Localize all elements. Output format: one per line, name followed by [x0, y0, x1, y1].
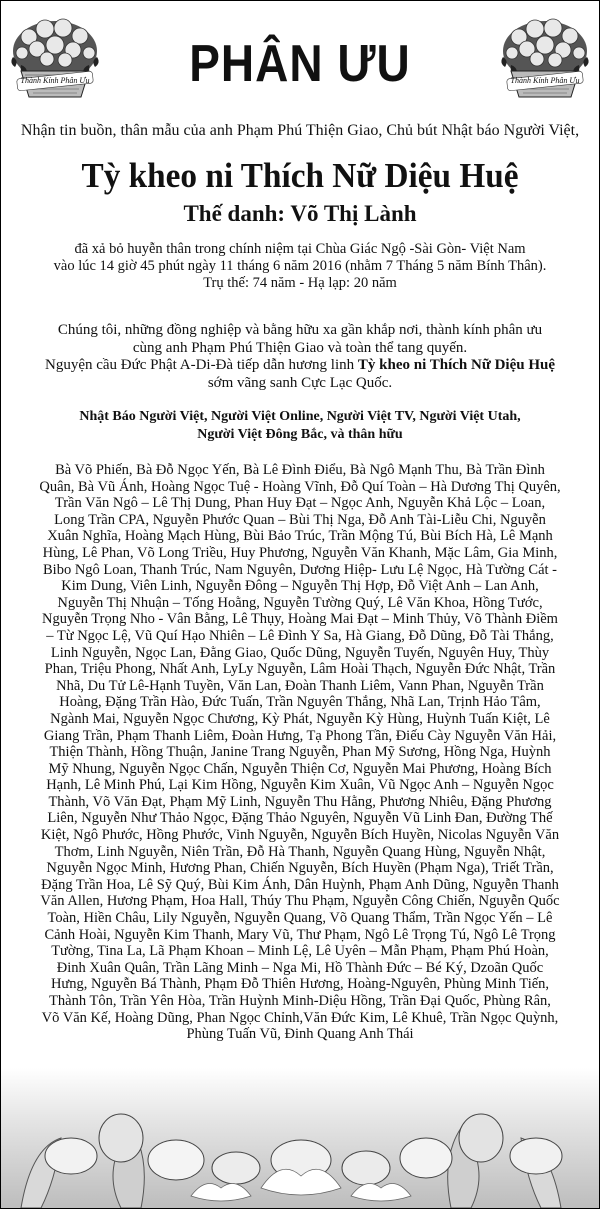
signatory-line: Võ Văn Kế, Hoàng Dũng, Phan Ngọc Chỉnh,Văn Đức Kim, Lê Khuê, Trần Ngọc Quỳnh, [41, 1009, 559, 1026]
signatory-line: Linh Nguyễn, Ngọc Lan, Đằng Giao, Quốc Dũng, Nguyễn Tuyến, Nguyên Huy, Thùy [50, 644, 550, 661]
signatory-line: Quân, Bà Vũ Ánh, Hoàng Ngọc Tuệ - Hoàng Vĩnh, Đỗ Quí Toàn – Hà Dương Thị Quyên, [39, 478, 561, 495]
signatory-line: Toàn, Hiền Châu, Lily Nguyễn, Nguyễn Quang, Võ Quang Thẩm, Trần Ngọc Yến – Lê [47, 910, 553, 927]
signatory-line: Trần Văn Ngô – Lê Thị Dung, Phan Huy Đạt – Ngọc Anh, Nguyễn Khả Lộc – Loan, [54, 495, 546, 512]
signatory-line: Giang Trần, Phạm Thanh Liêm, Đoàn Hưng, Tạ Phong Tần, Điếu Cày Nguyễn Văn Hải, [43, 727, 557, 744]
signatory-line: Kim Dung, Viên Linh, Nguyễn Đông – Nguyễn Thị Hợp, Đỗ Việt Anh – Lan Anh, [61, 578, 539, 595]
condolence-line: sớm vãng sanh Cực Lạc Quốc. [207, 374, 393, 391]
signatory-line: Văn Allen, Hương Phạm, Hoa Hall, Thúy Thu Phạm, Nguyễn Công Chiến, Nguyễn Quốc [40, 893, 560, 910]
signatory-line: Xuân Nghĩa, Hoàng Mạch Hùng, Bùi Bảo Trúc, Trần Mộng Tú, Bùi Bích Hà, Lê Mạnh [47, 528, 553, 545]
signatory-line: Mỹ Nhung, Nguyễn Ngọc Chấn, Nguyễn Thiện Cơ, Nguyễn Mai Phương, Hoàng Bích [48, 760, 552, 777]
details-line: vào lúc 14 giờ 45 phút ngày 11 tháng 6 năm 2016 (nhằm 7 Tháng 5 năm Bính Thân). [53, 258, 547, 274]
signatory-line: Bà Võ Phiến, Bà Đỗ Ngọc Yến, Bà Lê Đình Điểu, Bà Ngô Mạnh Thu, Bà Trần Đình [55, 462, 545, 478]
condolence-line [1, 357, 599, 375]
tulip-flowers-icon [1, 1068, 600, 1208]
signatory-line: Nguyễn Trọng Nho - Vân Bằng, Lê Thụy, Hoàng Mai Đạt – Minh Thủy, Võ Thành Điềm [42, 611, 558, 628]
signatory-line: Đặng Trần Hoa, Lê Sỹ Quý, Bùi Kim Ánh, Dân Huỳnh, Phạm Anh Dũng, Nguyễn Thanh [41, 876, 559, 893]
condolence-line: cùng anh Phạm Phú Thiện Giao và toàn thể tang quyến. [132, 339, 468, 356]
signatory-line: Phùng Tuấn Vũ, Đinh Quang Anh Thái [186, 1026, 414, 1043]
signatory-line: Nguyễn Ngọc Minh, Hương Phan, Chiến Nguyễn, Bích Huyền (Phạm Nga), Triết Trần, [46, 860, 554, 877]
signatory-line: Tường, Tina La, Lã Phạm Khoan – Minh Lệ, Lê Uyên – Mẫn Phạm, Phạm Phú Hoàn, [51, 943, 549, 960]
prayer-name: Tỳ kheo ni Thích Nữ Diệu Huệ [357, 357, 555, 373]
condolence-line: Chúng tôi, những đồng nghiệp và bằng hữu xa gần khắp nơi, thành kính phân ưu [57, 322, 543, 338]
signatory-line: Thành, Võ Văn Đạt, Phạm Mỹ Linh, Nguyễn Thu Hằng, Phương Nhiêu, Đặng Phương [48, 793, 552, 810]
intro-text: Nhận tin buồn, thân mẫu của anh Phạm Phú Thiện Giao, Chủ bút Nhật báo Người Việt, [20, 122, 580, 139]
organizations-list [1, 408, 599, 444]
signatory-line: Hạnh, Lê Minh Phú, Lại Kim Hồng, Nguyễn Kim Xuân, Vũ Ngọc Anh – Nguyễn Ngọc [46, 777, 554, 794]
signatory-line: Thơm, Linh Nguyễn, Niên Trần, Đỗ Hà Thanh, Nguyễn Quang Hùng, Nguyễn Nhật, [54, 843, 546, 860]
signatory-line: Hoàng, Đặng Trần Hào, Đức Tuấn, Trần Nguyên Thắng, Nhã Lan, Trịnh Hảo Tâm, [59, 694, 541, 711]
signatory-line: Long Trần CPA, Nguyễn Phước Quan – Bùi Thị Nga, Đỗ Anh Tài-Liễu Chi, Nguyễn [54, 511, 546, 528]
signatory-line: Nhã, Du Tử Lê-Hạnh Tuyền, Văn Lan, Đoàn Thanh Liêm, Vann Phan, Nguyễn Trần [56, 677, 544, 694]
signatory-line: Liên, Nguyễn Như Thảo Ngọc, Đặng Thảo Nguyên, Nguyễn Vũ Linh Đan, Đường Thế [47, 810, 553, 827]
deceased-name: Tỳ kheo ni Thích Nữ Diệu Huệ [81, 156, 519, 195]
signatory-line: Nguyễn Thị Nhuận – Tống Hoằng, Nguyễn Tường Quý, Lê Văn Khoa, Hồng Tước, [57, 594, 543, 611]
page-title: PHÂN ƯU [189, 33, 411, 93]
signatory-line: Phan, Triệu Phong, Nhất Anh, LyLy Nguyễn, Lâm Hoài Thạch, Nguyễn Đức Nhật, Trần [44, 661, 556, 678]
signatory-line: Kiệt, Ngô Phước, Hồng Phước, Vinh Nguyễn, Nguyễn Bích Huyền, Nicolas Nguyễn Văn [40, 827, 560, 844]
signatory-line: Thiện Thành, Hồng Thuận, Janine Trang Nguyễn, Phan Mỹ Sương, Hồng Nga, Huỳnh [49, 744, 551, 761]
details-line: đã xả bỏ huyễn thân trong chính niệm tại Chùa Giác Ngộ -Sài Gòn- Việt Nam [74, 241, 526, 257]
secular-name: Thế danh: Võ Thị Lành [183, 201, 417, 226]
signatory-line: Cảnh Hoài, Nguyễn Kim Thanh, Mary Vũ, Thư Phạm, Ngô Lê Trọng Tú, Ngô Lê Trọng [44, 926, 556, 943]
organizations-line: Nhật Báo Người Việt, Người Việt Online, Người Việt TV, Người Việt Utah, [79, 409, 521, 424]
signatories-list [15, 462, 585, 1043]
organizations-line: Người Việt Đông Bắc, và thân hữu [197, 427, 403, 442]
signatory-line: – Từ Ngọc Lệ, Vũ Quí Hạo Nhiên – Lê Đình Y Sa, Hà Giang, Đỗ Dũng, Đỗ Tài Thắng, [46, 627, 554, 644]
passing-details [1, 241, 599, 292]
signatory-line: Hưng, Nguyễn Bá Thành, Phạm Đỗ Thiên Hương, Hoàng-Nguyên, Phùng Minh Tiến, [50, 976, 550, 993]
details-line: Trụ thế: 74 năm - Hạ lạp: 20 năm [203, 275, 397, 291]
signatory-line: Thành Tôn, Trần Yên Hòa, Trần Huỳnh Minh-Diệu Hồng, Trần Đại Quốc, Phùng Rân, [49, 993, 551, 1009]
signatory-line: Hùng, Lê Phan, Võ Long Triều, Huy Phương, Nguyễn Văn Khanh, Mặc Lâm, Gia Minh, [42, 544, 558, 561]
signatory-line: Bibo Ngô Loan, Thanh Trúc, Nam Nguyên, Dương Hiệp- Lưu Lệ Ngọc, Hà Tường Cát - [43, 561, 557, 578]
condolence-message [1, 322, 599, 392]
prayer-text: Nguyện cầu Đức Phật A-Di-Đà tiếp dẫn hương linh [45, 357, 358, 373]
signatory-line: Đinh Xuân Quân, Trần Lãng Minh – Nga Mi, Hồ Thành Đức – Bé Ký, Dzoãn Quốc [56, 959, 544, 976]
flower-caption-left: Thành Kính Phân Ưu [20, 76, 90, 85]
flower-caption-right: Thành Kính Phân Ưu [510, 76, 580, 85]
signatory-line: Ngành Mai, Nguyễn Ngọc Chương, Kỳ Phát, Nguyễn Kỳ Hùng, Huỳnh Tuấn Kiệt, Lê [50, 710, 550, 727]
